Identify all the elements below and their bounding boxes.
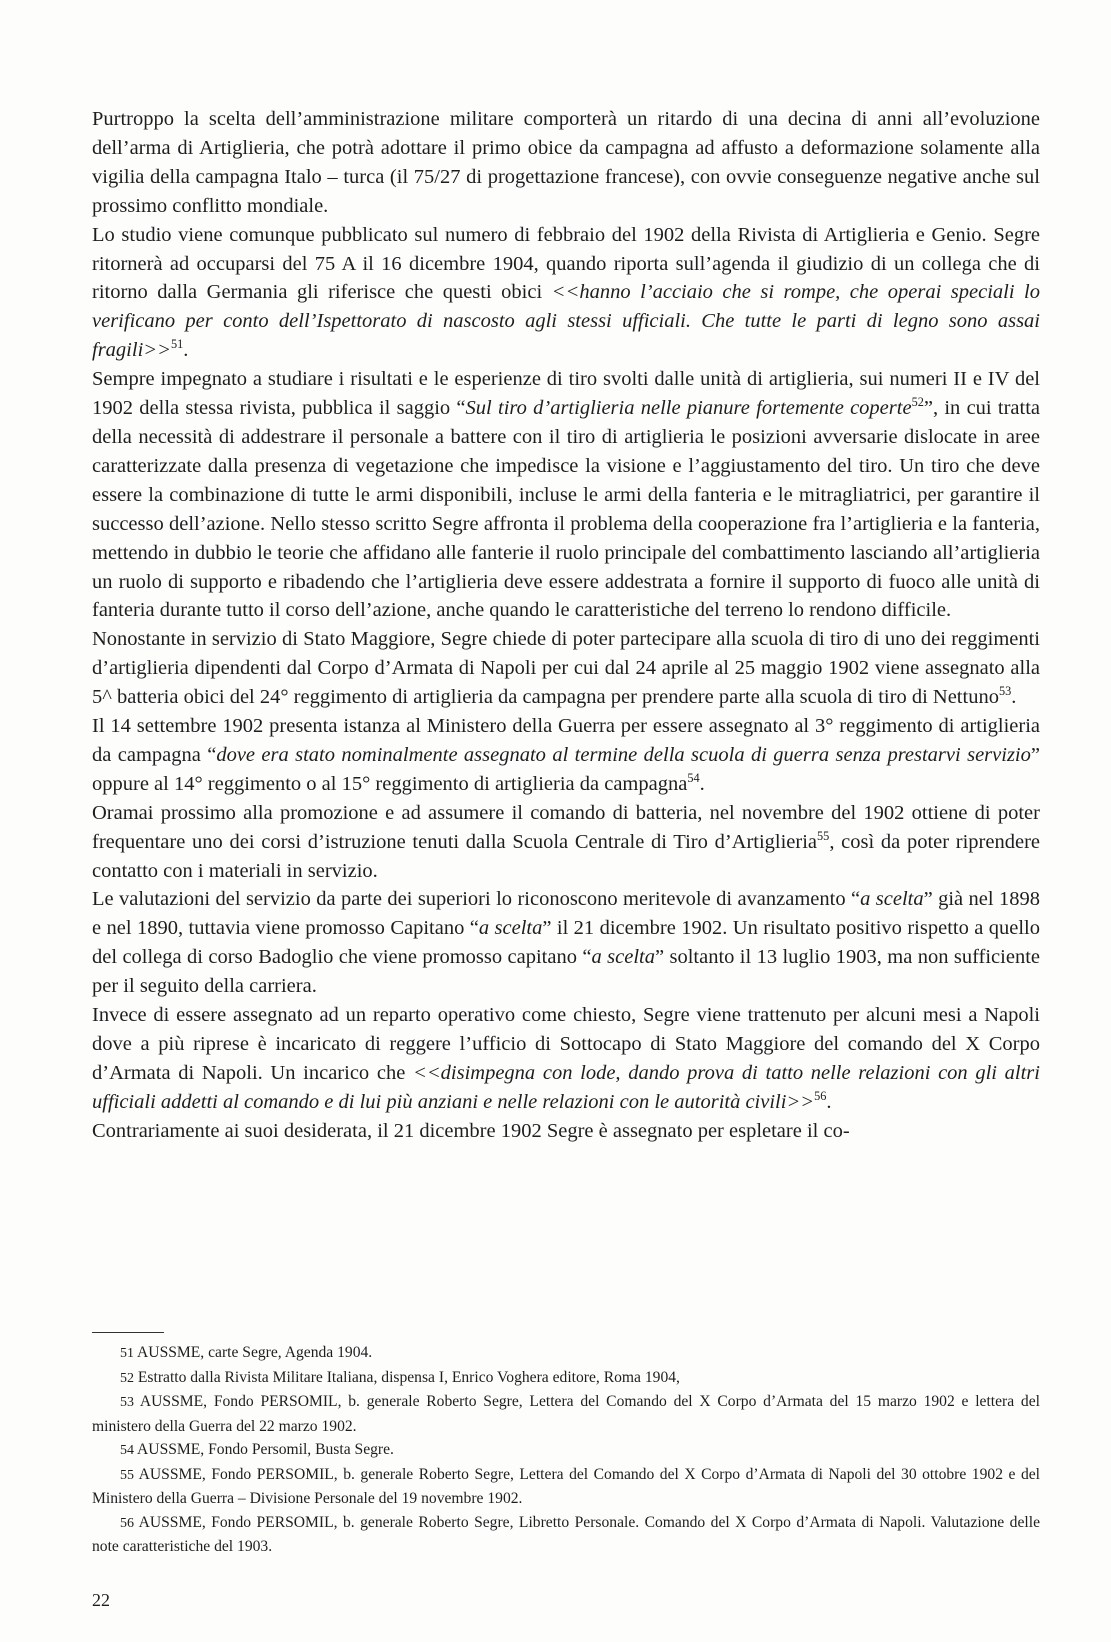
footnote-number: 52 xyxy=(120,1370,134,1386)
footnote-56 xyxy=(92,1511,1040,1559)
paragraph-8: Invece di essere assegnato ad un reparto operativo come chiesto, Segre viene trattenuto per alcuni mesi a Napoli dove a più riprese è incaricato di reggere l’ufficio di Sottocapo di Stato Maggiore del comando del X Corpo d’Armata di Napoli. Un incarico che <<disimpegna con lode, dando prova di tatto nelle relazioni con gli altri ufficiali addetti al comando e di lui più anziani e nelle relazioni con le autorità civili>>$^{56}$. xyxy=(92,1004,1040,1113)
paragraph-7: Le valutazioni del servizio da parte dei superiori lo riconoscono meritevole di avanzamento “a scelta” già nel 1898 e nel 1890, tuttavia viene promosso Capitano “a scelta” il 21 dicembre 1902. Un risultato positivo rispetto a quello del collega di corso Badoglio che viene promosso capitano “a scelta” soltanto il 13 luglio 1903, ma non sufficiente per il seguito della carriera. xyxy=(92,888,1040,998)
footnote-number: 53 xyxy=(120,1395,134,1410)
footnote-ref-51[interactable]: 51 xyxy=(170,337,184,352)
footnote-text: Estratto dalla Rivista Militare Italiana, dispensa I, Enrico Voghera editore, Roma 1904, xyxy=(137,1368,680,1386)
footnote-51 xyxy=(92,1341,1040,1366)
footnotes xyxy=(92,1341,1040,1559)
quote-istanza: dove era stato nominalmente assegnato al termine della scuola di guerra senza prestarvi servizio xyxy=(216,743,1031,766)
footnote-text: AUSSME, Fondo Persomil, Busta Segre. xyxy=(137,1441,394,1458)
paragraph-4: Nonostante in servizio di Stato Maggiore, Segre chiede di poter partecipare alla scuola di tiro di uno dei reggimenti d’artiglieria dipendenti dal Corpo d’Armata di Napoli per cui dal 24 aprile al 25 maggio 1902 viene assegnato alla 5^ batteria obici del 24° reggimento di artiglieria da campagna per prendere parte alla scuola di tiro di Nettuno$^{53}$. xyxy=(92,628,1040,709)
footnote-text: AUSSME, Fondo PERSOMIL, b. generale Roberto Segre, Libretto Personale. Comando del X Corpo d’Armata di Napoli. Valutazione delle note caratteristiche del 1903. xyxy=(92,1513,1040,1555)
footnote-number: 51 xyxy=(120,1346,134,1361)
footnote-ref-56[interactable]: 56 xyxy=(814,1088,827,1103)
footnote-text: AUSSME, carte Segre, Agenda 1904. xyxy=(137,1344,373,1361)
main-text xyxy=(92,105,1040,1146)
footnote-ref-52[interactable]: 52 xyxy=(911,395,924,410)
paragraph-5: Il 14 settembre 1902 presenta istanza al Ministero della Guerra per essere assegnato al 3° reggimento di artiglieria da campagna “dove era stato nominalmente assegnato al termine della scuola di guerra senza prestarvi servizio” oppure al 14° reggimento o al 15° reggimento di artiglieria da campagna$^{54}$. xyxy=(92,715,1040,795)
footnote-54 xyxy=(92,1438,1040,1463)
paragraph-6: Oramai prossimo alla promozione e ad assumere il comando di batteria, nel novembre del 1902 ottiene di poter frequentare uno dei corsi d’istruzione tenuti dalla Scuola Centrale di Tiro d’Artiglieria$^{55}$, così da poter riprendere contatto con i materiali in servizio. xyxy=(92,801,1040,882)
quote-valutazione: <<disimpegna con lode, dando prova di tatto nelle relazioni con gli altri ufficiali addetti al comando e di lui più anziani e nelle relazioni con le autorità civili>> xyxy=(92,1061,1040,1113)
footnote-52 xyxy=(92,1366,1040,1391)
page-number: 22 xyxy=(92,1590,110,1610)
footnote-number: 54 xyxy=(120,1443,134,1458)
quote-agenda: <<hanno l’acciaio che si rompe, che operai speciali lo verificano per conto dell’Ispettorato di nascosto agli stessi ufficiali. Che tutte le parti di legno sono assai fragili>> xyxy=(92,281,1040,362)
footnote-separator xyxy=(92,1332,164,1333)
footnote-text: AUSSME, Fondo PERSOMIL, b. generale Roberto Segre, Lettera del Comando del X Corpo d’Armata del 15 marzo 1902 e lettera del ministero della Guerra del 22 marzo 1902. xyxy=(92,1393,1040,1435)
footnote-ref-54[interactable]: 54 xyxy=(687,771,700,786)
footnote-number: 56 xyxy=(120,1515,134,1531)
footnote-ref-53[interactable]: 53 xyxy=(998,684,1012,699)
footnote-text: AUSSME, Fondo PERSOMIL, b. generale Roberto Segre, Lettera del Comando del X Corpo d’Armata di Napoli del 30 ottobre 1902 e del Ministero della Guerra – Divisione Personale del 19 novembre 1902. xyxy=(92,1465,1040,1507)
footnote-55 xyxy=(92,1463,1040,1511)
paragraph-2: Lo studio viene comunque pubblicato sul numero di febbraio del 1902 della Rivista di Artiglieria e Genio. Segre ritornerà ad occuparsi del 75 A il 16 dicembre 1904, quando riporta sull’agenda il giudizio di un collega che di ritorno dalla Germania gli riferisce che questi obici <<hanno l’acciaio che si rompe, che operai speciali lo verificano per conto dell’Ispettorato di nascosto agli stessi ufficiali. Che tutte le parti di legno sono assai fragili>>$^{51}$. xyxy=(92,223,1040,362)
paragraph-9: Contrariamente ai suoi desiderata, il 21 dicembre 1902 Segre è assegnato per espletare il co- xyxy=(92,1119,850,1142)
essay-title: Sul tiro d’artiglieria nelle pianure fortemente coperte xyxy=(465,397,912,420)
paragraph-3: Sempre impegnato a studiare i risultati e le esperienze di tiro svolti dalle unità di artiglieria, sui numeri II e IV del 1902 della stessa rivista, pubblica il saggio “Sul tiro d’artiglieria nelle pianure fortemente coperte$^{52}$”, in cui tratta della necessità di addestrare il personale a battere con il tiro di artiglieria le posizioni avversarie dislocate in aree caratterizzate dalla presenza di vegetazione che impedisce la visione e l’aggiustamento del tiro. Un tiro che deve essere la combinazione di tutte le armi disponibili, incluse le armi della fanteria e le mitragliatrici, per garantire il successo dell’azione. Nello stesso scritto Segre affronta il problema della cooperazione fra l’artiglieria e la fanteria, mettendo in dubbio le teorie che affidano alle fanterie il ruolo principale del combattimento lasciando all’artiglieria un ruolo di supporto e ribadendo che l’artiglieria deve essere addestrata a fornire il supporto di fuoco alle unità di fanteria durante tutto il corso dell’azione, anche quando le caratteristiche del terreno lo rendono difficile. xyxy=(92,368,1040,622)
footnote-number: 55 xyxy=(120,1467,134,1483)
footnote-53 xyxy=(92,1390,1040,1438)
paragraph-1: Purtroppo la scelta dell’amministrazione militare comporterà un ritardo di una decina di anni all’evoluzione dell’arma di Artiglieria, che potrà adottare il primo obice da campagna ad affusto a deformazione solamente alla vigilia della campagna Italo – turca (il 75/27 di progettazione francese), con ovvie conseguenze negative anche sul prossimo conflitto mondiale. xyxy=(92,108,1040,217)
footnote-ref-55[interactable]: 55 xyxy=(817,828,830,843)
